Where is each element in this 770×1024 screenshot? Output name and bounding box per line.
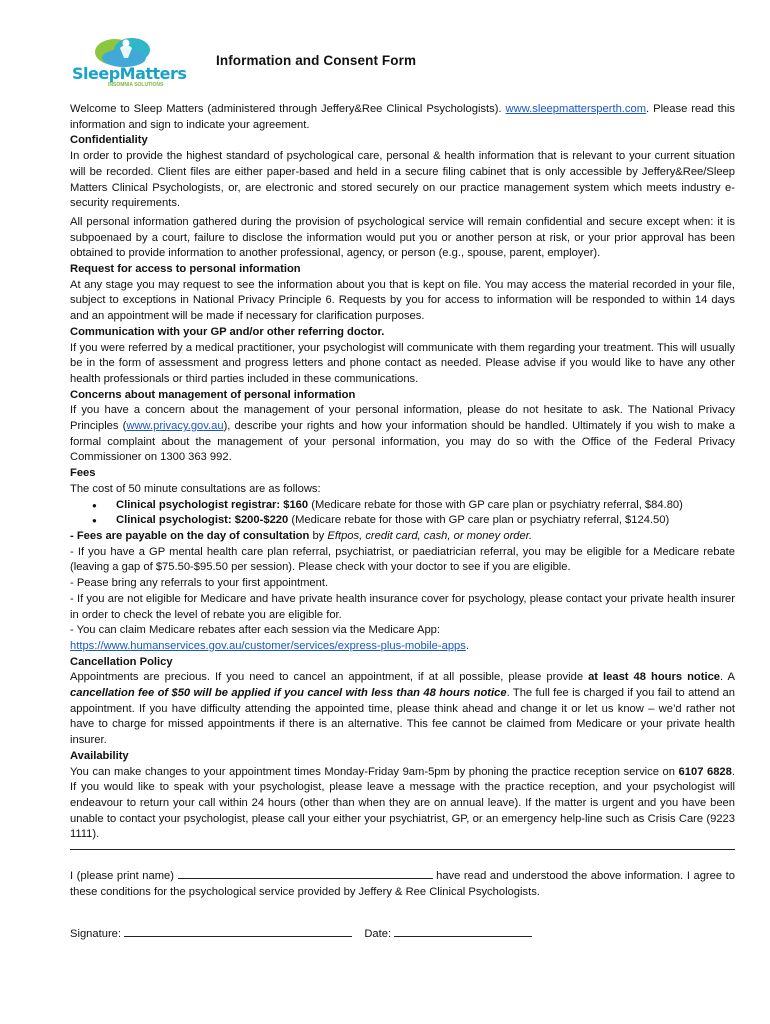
concerns-text-2: ), describe your rights and how your information should be handled. Ultimately if you wish to make a formal complaint about the management of your personal information, you may do so with the Office of the Federal Privacy Commissioner on 1300 363 992.	[70, 420, 735, 464]
availability-text-1: You can make changes to your appointment times Monday-Friday 9am-5pm by phoning the practice reception service on	[70, 765, 679, 778]
gp-paragraph: If you were referred by a medical practitioner, your psychologist will communicate with them regarding your treatment. This will usually be in the form of assessment and progress letters and phone contact as needed. Please advise if you would like to have any other health professionals or third parties included in these communications.	[70, 341, 735, 385]
sleep-matters-logo	[70, 34, 185, 94]
fees-payable-bold: - Fees are payable on the day of consultation	[70, 529, 310, 542]
fee-registrar-price: Clinical psychologist registrar: $160	[116, 498, 309, 511]
cancellation-text-3: . The full fee is charged if you fail to attend an appointment. If you have difficulty attending the appointed time, please think ahead and change it or let us know – we’d rather not have to charge for missed appointments if there is an alternative. This fee cannot be claimed from Medicare or your private health insurer.	[70, 687, 735, 747]
fee-item-psychologist	[116, 513, 735, 529]
consent-suffix: have read and understood the above information. I agree to these conditions for the psychological service provided by Jeffery & Ree Clinical Psychologists.	[70, 870, 735, 898]
concerns-text-1: If you have a concern about the management of your personal information, please do not hesitate to ask. The National Privacy Principles (	[70, 404, 735, 433]
fees-app-end: .	[465, 639, 469, 652]
fees-app-link-line	[70, 639, 735, 655]
consent-statement	[70, 867, 735, 900]
fees-payable	[70, 529, 735, 545]
date-label: Date:	[364, 928, 392, 941]
intro-instruction: Please read this information and sign to indicate your agreement.	[70, 103, 736, 131]
logo-tagline: INSOMNIA SOLUTIONS	[108, 82, 164, 88]
page-title: Information and Consent Form	[216, 53, 417, 68]
cancellation-paragraph	[70, 670, 735, 749]
intro-text: Welcome to Sleep Matters (administered through Jeffery&Ree Clinical Psychologists).	[70, 103, 502, 115]
fees-gp-plan: - If you have a GP mental health care plan referral, psychiatrist, or paediatrician referral, you may be eligible for a Medicare rebate (leaving a gap of $75.50-$95.50 per session). Please check with your doctor to see if you are eligible.	[70, 545, 735, 574]
cancellation-heading: Cancellation Policy	[70, 655, 173, 668]
medicare-app-link[interactable]: https://www.humanservices.gov.au/customer/services/express-plus-mobile-apps	[70, 639, 466, 652]
gp-heading: Communication with your GP and/or other referring doctor.	[70, 325, 385, 338]
availability-text-2: . If you would like to speak with your psychologist, please leave a message with the practice reception, and your psychologist will endeavour to return your call within 24 hours (other than when they are on annual leave). If the matter is urgent and you have been unable to contact your psychologist, please call your either your psychiatrist, GP, or an emergency help-line such as Crisis Care (9223 1111).	[70, 765, 735, 841]
practice-phone: 6107 6828	[678, 765, 732, 778]
access-heading: Request for access to personal information	[70, 263, 301, 276]
form-body	[70, 102, 735, 943]
fees-payable-by: by	[309, 529, 328, 542]
intro-period: .	[646, 103, 650, 115]
website-link[interactable]: www.sleepmattersperth.com	[505, 103, 647, 115]
fees-app: - You can claim Medicare rebates after each session via the Medicare App:	[70, 624, 441, 637]
availability-paragraph	[70, 765, 735, 844]
logo-name: SleepMatters	[72, 64, 187, 83]
cancellation-fee: cancellation fee of $50 will be applied if you cancel with less than 48 hours notice	[70, 687, 507, 700]
cancellation-text-2: . A	[720, 671, 735, 684]
fees-heading: Fees	[70, 467, 96, 480]
fee-psychologist-price: Clinical psychologist: $200-$220	[116, 514, 289, 527]
fee-item-registrar	[116, 498, 735, 514]
availability-heading: Availability	[70, 749, 129, 762]
cancellation-text-1: Appointments are precious. If you need to cancel an appointment, if at all possible, please provide	[70, 671, 589, 684]
consent-prefix: I (please print name)	[70, 870, 174, 883]
confidentiality-heading: Confidentiality	[70, 134, 148, 147]
signature-label: Signature:	[70, 928, 121, 941]
concerns-heading: Concerns about management of personal information	[70, 388, 356, 401]
fees-payment-methods: Eftpos, credit card, cash, or money order.	[327, 529, 533, 542]
signature-field[interactable]	[124, 925, 352, 937]
confidentiality-paragraph-1: In order to provide the highest standard of psychological care, personal & health information that is relevant to your current situation will be recorded. Client files are either paper-based and held in a secure filing cabinet that is only accessible by Jeffery&Ree/Sleep Matters Clinical Psychologists, or, are electronic and stored securely on our practice management system which meets industry e-security requirements.	[70, 150, 735, 210]
fees-intro: The cost of 50 minute consultations are as follows:	[70, 482, 321, 495]
signature-row	[70, 925, 735, 943]
section-divider	[70, 849, 735, 850]
fees-list	[70, 498, 735, 529]
privacy-link[interactable]: www.privacy.gov.au	[126, 420, 224, 433]
access-paragraph: At any stage you may request to see the information about you that is kept on file. You may access the material recorded in your file, subject to exceptions in National Privacy Principle 6. Requests by you for access to information will be responded to within 14 days and an appointment will be made if necessary for clarification purposes.	[70, 278, 735, 323]
intro-paragraph	[70, 102, 735, 133]
fee-registrar-rebate: (Medicare rebate for those with GP care plan or psychiatry referral, $84.80)	[308, 498, 683, 511]
print-name-field[interactable]	[178, 867, 433, 879]
fees-private: - If you are not eligible for Medicare and have private health insurance cover for psychology, please contact your private health insurer in order to check the level of rebate you are eligible for.	[70, 592, 735, 621]
date-field[interactable]	[394, 925, 532, 937]
concerns-paragraph	[70, 403, 735, 466]
cancellation-notice: at least 48 hours notice	[588, 671, 721, 684]
fees-referrals: - Pease bring any referrals to your first appointment.	[70, 577, 329, 590]
fee-psychologist-rebate: (Medicare rebate for those with GP care plan or psychiatry referral, $124.50)	[288, 514, 670, 527]
confidentiality-paragraph-2: All personal information gathered during the provision of psychological service will remain confidential and secure except when: it is subpoenaed by a court, failure to disclose the information would put you or another person at risk, or your prior approval has been obtained to provide information to another professional, agency, or person (e.g., spouse, parent, employer).	[70, 215, 735, 260]
